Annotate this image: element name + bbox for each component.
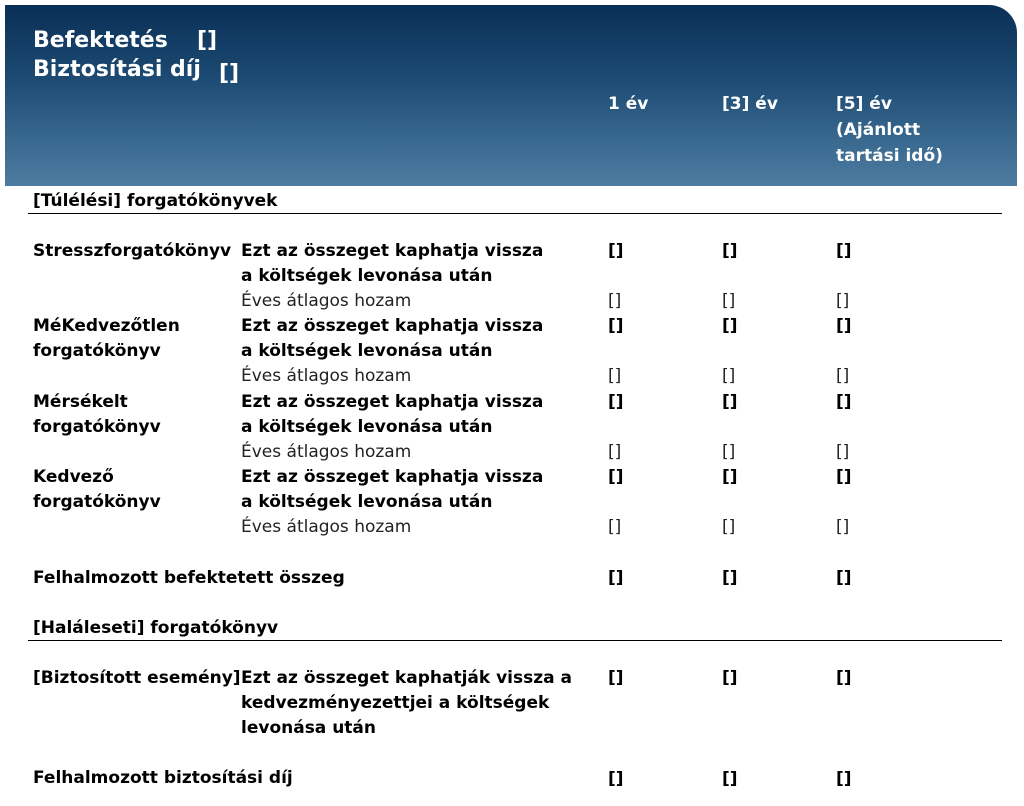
scenario-label-line1: Mérsékelt <box>33 392 128 412</box>
column-header-5-years <box>836 91 943 169</box>
scenario-label-line2: forgatókönyv <box>33 341 161 361</box>
average-return-cell: [] <box>722 442 736 462</box>
value-cell: [] <box>722 316 738 336</box>
premium-title: Biztosítási díj <box>33 57 201 82</box>
table-header <box>5 5 1017 186</box>
scenario-description-line2: a költségek levonása után <box>241 266 493 286</box>
average-return-cell: [] <box>836 291 850 311</box>
insured-event-label: [Biztosított esemény] <box>33 668 241 688</box>
scenario-description-line1: Ezt az összeget kaphatja vissza <box>241 467 544 487</box>
event-description-line2: kedvezményezettjei a költségek <box>241 693 550 713</box>
value-cell: [] <box>722 467 738 487</box>
value-cell: [] <box>608 316 624 336</box>
scenario-description-line2: a költségek levonása után <box>241 492 493 512</box>
value-cell: [] <box>608 568 624 588</box>
average-return-cell: [] <box>722 366 736 386</box>
average-return-cell: [] <box>836 517 850 537</box>
event-description-line3: levonása után <box>241 718 377 738</box>
scenario-description-line1: Ezt az összeget kaphatja vissza <box>241 392 544 412</box>
value-cell: [] <box>608 769 624 789</box>
premium-value-placeholder: [] <box>219 61 240 86</box>
scenario-description-line1: Ezt az összeget kaphatja vissza <box>241 316 544 336</box>
average-return-cell: [] <box>608 517 622 537</box>
value-cell: [] <box>608 467 624 487</box>
value-cell: [] <box>722 668 738 688</box>
scenario-label-line2: forgatókönyv <box>33 417 161 437</box>
death-section-heading: [Haláleseti] forgatókönyv <box>33 618 279 638</box>
value-cell: [] <box>836 316 852 336</box>
scenario-label: Stresszforgatókönyv <box>33 241 232 261</box>
value-cell: [] <box>722 392 738 412</box>
scenario-label-line1: MéKedvezőtlen <box>33 316 180 336</box>
section-divider <box>28 640 1002 641</box>
average-return-cell: [] <box>722 517 736 537</box>
scenario-description-line2: a költségek levonása után <box>241 341 493 361</box>
section-divider <box>28 213 1002 214</box>
event-description-line1: Ezt az összeget kaphatják vissza a <box>241 668 572 688</box>
scenario-description-line2: a költségek levonása után <box>241 417 493 437</box>
column-header-1-year: 1 év <box>608 94 649 114</box>
value-cell: [] <box>836 769 852 789</box>
average-return-cell: [] <box>608 366 622 386</box>
average-return-label: Éves átlagos hozam <box>241 517 412 537</box>
column-header-5-years-line2: (Ajánlott <box>836 120 921 140</box>
average-return-cell: [] <box>836 366 850 386</box>
column-header-5-years-line3: tartási idő) <box>836 146 943 166</box>
value-cell: [] <box>608 392 624 412</box>
scenario-label-line1: Kedvező <box>33 467 114 487</box>
value-cell: [] <box>722 769 738 789</box>
value-cell: [] <box>608 668 624 688</box>
accumulated-premium-label: Felhalmozott biztosítási díj <box>33 768 293 788</box>
column-header-3-years: [3] év <box>722 94 778 114</box>
column-header-5-years-line1: [5] év <box>836 94 892 114</box>
scenario-label-line2: forgatókönyv <box>33 492 161 512</box>
average-return-label: Éves átlagos hozam <box>241 291 412 311</box>
value-cell: [] <box>722 568 738 588</box>
scenario-description-line1: Ezt az összeget kaphatja vissza <box>241 241 544 261</box>
average-return-label: Éves átlagos hozam <box>241 442 412 462</box>
survival-section-heading: [Túlélési] forgatókönyvek <box>33 191 278 211</box>
value-cell: [] <box>608 241 624 261</box>
value-cell: [] <box>836 467 852 487</box>
value-cell: [] <box>836 568 852 588</box>
average-return-cell: [] <box>608 291 622 311</box>
average-return-cell: [] <box>722 291 736 311</box>
value-cell: [] <box>836 241 852 261</box>
value-cell: [] <box>836 392 852 412</box>
average-return-cell: [] <box>836 442 850 462</box>
investment-value-placeholder: [] <box>197 28 218 53</box>
investment-title: Befektetés <box>33 28 168 53</box>
value-cell: [] <box>722 241 738 261</box>
average-return-cell: [] <box>608 442 622 462</box>
accumulated-investment-label: Felhalmozott befektetett összeg <box>33 568 345 588</box>
average-return-label: Éves átlagos hozam <box>241 366 412 386</box>
value-cell: [] <box>836 668 852 688</box>
